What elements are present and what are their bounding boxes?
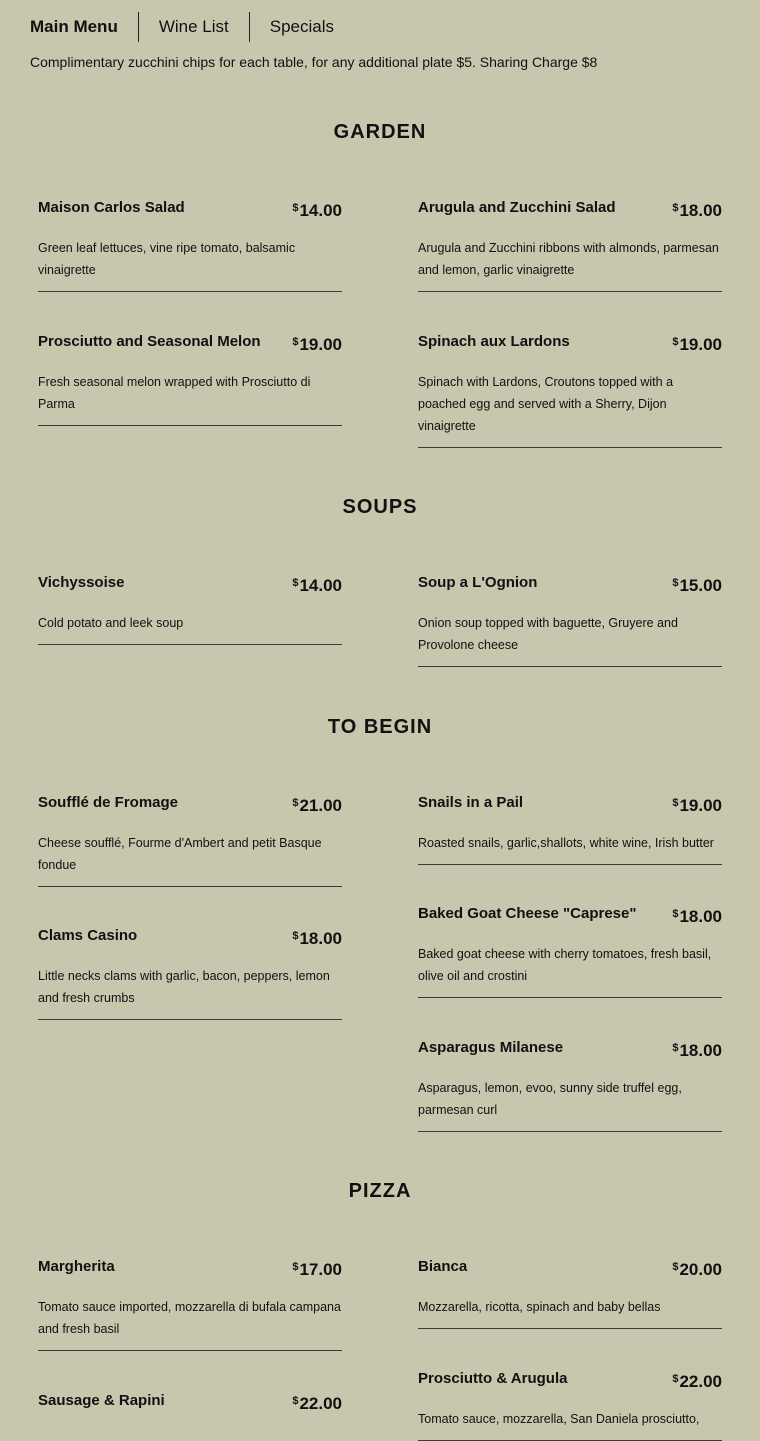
menu-item-name: Baked Goat Cheese "Caprese" <box>418 905 637 922</box>
menu-item <box>38 573 342 645</box>
menu-item-header <box>38 332 342 352</box>
menu-item-header <box>418 198 722 218</box>
menu-item-price <box>292 332 342 355</box>
menu-item-header <box>38 573 342 593</box>
price-amount: 17.00 <box>299 1260 342 1279</box>
menu-item-header <box>418 573 722 593</box>
menu-item-price <box>672 1038 722 1061</box>
menu-item-header <box>418 1257 722 1277</box>
menu-item-price <box>292 198 342 221</box>
menu-item-price <box>292 573 342 596</box>
section-title-to-begin: TO BEGIN <box>327 716 433 738</box>
currency-symbol: $ <box>672 202 679 214</box>
menu-item <box>38 332 342 426</box>
price-amount: 14.00 <box>299 201 342 220</box>
menu-item-name: Sausage & Rapini <box>38 1392 165 1409</box>
menu-item-description: Roasted snails, garlic,shallots, white wine, Irish butter <box>418 836 714 850</box>
menu-item-header <box>38 793 342 813</box>
price-amount: 22.00 <box>299 1394 342 1413</box>
menu-item-description: Tomato sauce, mozzarella, San Daniela prosciutto, <box>418 1412 700 1426</box>
currency-symbol: $ <box>292 577 299 589</box>
menu-item-description: Green leaf lettuces, vine ripe tomato, balsamic vinaigrette <box>38 241 296 277</box>
currency-symbol: $ <box>672 1261 679 1273</box>
menu-item-name: Soup a L'Ognion <box>418 574 538 591</box>
currency-symbol: $ <box>672 1373 679 1385</box>
menu-item-name: Prosciutto & Arugula <box>418 1370 568 1387</box>
menu-item-price <box>672 573 722 596</box>
nav-wine-list[interactable]: Wine List <box>138 12 249 42</box>
menu-item <box>418 1038 722 1132</box>
currency-symbol: $ <box>672 336 679 348</box>
currency-symbol: $ <box>672 908 679 920</box>
price-amount: 18.00 <box>679 1041 722 1060</box>
section-title-pizza: PIZZA <box>348 1180 412 1202</box>
price-amount: 18.00 <box>679 907 722 926</box>
menu-item <box>418 1257 722 1329</box>
menu-item-description: Cold potato and leek soup <box>38 616 184 630</box>
price-amount: 21.00 <box>299 796 342 815</box>
nav-main-menu[interactable]: Main Menu <box>30 17 118 36</box>
menu-item <box>418 332 722 448</box>
menu-item-name: Asparagus Milanese <box>418 1039 564 1056</box>
price-amount: 15.00 <box>679 576 722 595</box>
menu-item-header <box>38 926 342 946</box>
menu-item-header <box>418 332 722 352</box>
price-amount: 20.00 <box>679 1260 722 1279</box>
currency-symbol: $ <box>672 577 679 589</box>
menu-item-price <box>292 1391 342 1414</box>
currency-symbol: $ <box>292 1395 299 1407</box>
currency-symbol: $ <box>292 930 299 942</box>
menu-item-header <box>418 793 722 813</box>
menu-item-name: Spinach aux Lardons <box>418 333 570 350</box>
currency-symbol: $ <box>672 1042 679 1054</box>
menu-item-header <box>418 1038 722 1058</box>
menu-item-name: Maison Carlos Salad <box>38 199 185 216</box>
menu-item-name: Clams Casino <box>38 927 138 944</box>
currency-symbol: $ <box>292 336 299 348</box>
price-amount: 19.00 <box>679 335 722 354</box>
menu-item-description: Asparagus, lemon, evoo, sunny side truffel egg, parmesan curl <box>418 1081 682 1117</box>
menu-item-price <box>672 793 722 816</box>
section-title-garden: GARDEN <box>333 121 427 143</box>
menu-item-price <box>672 1369 722 1392</box>
currency-symbol: $ <box>292 202 299 214</box>
menu-item-description: Cheese soufflé, Fourme d'Ambert and petit Basque fondue <box>38 836 322 872</box>
menu-item <box>38 198 342 292</box>
price-amount: 18.00 <box>299 929 342 948</box>
menu-item-header <box>38 1391 342 1411</box>
menu-item-header <box>38 198 342 218</box>
complimentary-notice: Complimentary zucchini chips for each table, for any additional plate $5. Sharing Charge $8 <box>30 54 598 70</box>
price-amount: 14.00 <box>299 576 342 595</box>
menu-item <box>418 904 722 998</box>
menu-item <box>38 1257 342 1351</box>
menu-item-description: Baked goat cheese with cherry tomatoes, fresh basil, olive oil and crostini <box>418 947 712 983</box>
menu-item-description: Little necks clams with garlic, bacon, peppers, lemon and fresh crumbs <box>38 969 330 1005</box>
menu-item <box>418 198 722 292</box>
currency-symbol: $ <box>672 797 679 809</box>
menu-item-name: Vichyssoise <box>38 574 125 591</box>
menu-item <box>418 1369 722 1441</box>
menu-item-header <box>418 904 722 924</box>
menu-item-price <box>292 926 342 949</box>
menu-item-description: Mozzarella, ricotta, spinach and baby bellas <box>418 1300 661 1314</box>
menu-item-price <box>672 904 722 927</box>
menu-item <box>418 793 722 865</box>
menu-item-name: Arugula and Zucchini Salad <box>418 199 616 216</box>
menu-item-header <box>38 1257 342 1277</box>
menu-item <box>38 926 342 1020</box>
section-title-soups: SOUPS <box>342 496 418 518</box>
nav-specials[interactable]: Specials <box>249 12 354 42</box>
menu-item-name: Bianca <box>418 1258 468 1275</box>
menu-item-header <box>418 1369 722 1389</box>
menu-item-price <box>672 332 722 355</box>
menu-item-description: Arugula and Zucchini ribbons with almonds, parmesan and lemon, garlic vinaigrette <box>418 241 719 277</box>
menu-item-description: Onion soup topped with baguette, Gruyere and Provolone cheese <box>418 616 678 652</box>
menu-item <box>38 1391 342 1411</box>
currency-symbol: $ <box>292 797 299 809</box>
menu-item-name: Snails in a Pail <box>418 794 524 811</box>
price-amount: 19.00 <box>679 796 722 815</box>
menu-item-price <box>292 1257 342 1280</box>
menu-item-price <box>672 1257 722 1280</box>
price-amount: 22.00 <box>679 1372 722 1391</box>
price-amount: 19.00 <box>299 335 342 354</box>
menu-item-name: Margherita <box>38 1258 115 1275</box>
menu-item-price <box>672 198 722 221</box>
menu-item-price <box>292 793 342 816</box>
top-nav <box>30 12 354 42</box>
menu-item-description: Spinach with Lardons, Croutons topped with a poached egg and served with a Sherry, Dijon vinaigrette <box>418 375 674 433</box>
menu-item-name: Prosciutto and Seasonal Melon <box>38 333 261 350</box>
menu-item-description: Fresh seasonal melon wrapped with Prosciutto di Parma <box>38 375 311 411</box>
price-amount: 18.00 <box>679 201 722 220</box>
menu-item <box>38 793 342 887</box>
menu-item-name: Soufflé de Fromage <box>38 794 179 811</box>
currency-symbol: $ <box>292 1261 299 1273</box>
menu-item-description: Tomato sauce imported, mozzarella di bufala campana and fresh basil <box>38 1300 341 1336</box>
menu-item <box>418 573 722 667</box>
